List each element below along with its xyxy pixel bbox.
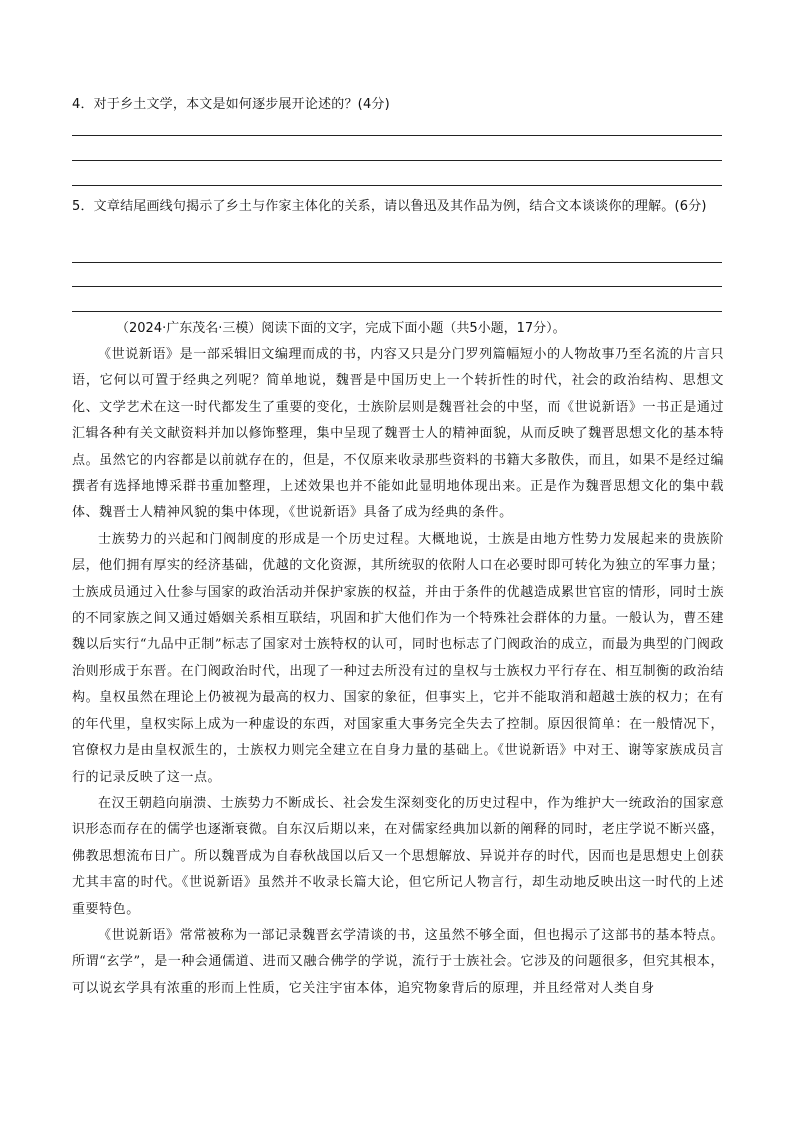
section-intro: （2024·广东茂名·三模）阅读下面的文字，完成下面小题（共5小题，17分）。 xyxy=(116,321,566,336)
reading-passage xyxy=(72,342,724,1002)
answer-line xyxy=(72,286,722,287)
answer-line xyxy=(72,262,722,263)
answer-line xyxy=(72,311,722,312)
answer-line xyxy=(72,135,722,136)
paragraph: 在汉王朝趋向崩溃、士族势力不断成长、社会发生深刻变化的历史过程中，作为维护大一统政治的国家意识形态而存在的儒学也逐渐衰微。自东汉后期以来，在对儒家经典加以新的阐释的同时，老庄学说不断兴盛，佛教思想流布日广。所以魏晋成为自春秋战国以后又一个思想解放、异说并存的时代，因而也是思想史上创获尤其丰富的时代。《世说新语》虽然并不收录长篇大论，但它所记人物言行，却生动地反映出这一时代的上述重要特色。 xyxy=(72,795,724,917)
paragraph: 《世说新语》是一部采辑旧文编理而成的书，内容又只是分门罗列篇幅短小的人物故事乃至名流的片言只语，它何以可置于经典之列呢？简单地说，魏晋是中国历史上一个转折性的时代，社会的政治结构、思想文化、文学艺术在这一时代都发生了重要的变化，士族阶层则是魏晋社会的中坚，而《世说新语》一书正是通过汇辑各种有关文献资料并加以修饰整理，集中呈现了魏晋士人的精神面貌，从而反映了魏晋思想文化的基本特点。虽然它的内容都是以前就存在的，但是，不仅原来收录那些资料的书籍大多散佚，而且，如果不是经过编撰者有选择地博采群书重加整理，上述效果也并不能如此显明地体现出来。正是作为魏晋思想文化的集中载体、魏晋士人精神风貌的集中体现，《世说新语》具备了成为经典的条件。 xyxy=(72,347,724,521)
question-4: 4．对于乡土文学，本文是如何逐步展开论述的？(4分) xyxy=(72,97,390,112)
answer-line xyxy=(72,160,722,161)
paragraph: 《世说新语》常常被称为一部记录魏晋玄学清谈的书，这虽然不够全面，但也揭示了这部书的基本特点。所谓“玄学”，是一种会通儒道、进而又融合佛学的学说，流行于士族社会。它涉及的问题很多，但究其根本，可以说玄学具有浓重的形而上性质，它关注宇宙本体，追究物象背后的原理，并且经常对人类自身 xyxy=(72,927,724,996)
question-5: 5．文章结尾画线句揭示了乡土与作家主体化的关系，请以鲁迅及其作品为例，结合文本谈谈你的理解。(6分) xyxy=(72,199,707,214)
answer-line xyxy=(72,185,722,186)
paragraph: 士族势力的兴起和门阀制度的形成是一个历史过程。大概地说，士族是由地方性势力发展起来的贵族阶层，他们拥有厚实的经济基础，优越的文化资源，其所统驭的依附人口在必要时即可转化为独立的军事力量；士族成员通过入仕参与国家的政治活动并保护家族的权益，并由于条件的优越造成累世官宦的情形，同时士族的不同家族之间又通过婚姻关系相互联结，巩固和扩大他们作为一个特殊社会群体的力量。一般认为，曹丕建魏以后实行“九品中正制”标志了国家对士族特权的认可，同时也标志了门阀政治的成立，而最为典型的门阀政治则形成于东晋。在门阀政治时代，出现了一种过去所没有过的皇权与士族权力平行存在、相互制衡的政治结构。皇权虽然在理论上仍被视为最高的权力、国家的象征，但事实上，它并不能取消和超越士族的权力；在有的年代里，皇权实际上成为一种虚设的东西，对国家重大事务完全失去了控制。原因很简单：在一般情况下，官僚权力是由皇权派生的，士族权力则完全建立在自身力量的基础上。《世说新语》中对王、谢等家族成员言行的记录反映了这一点。 xyxy=(72,531,724,785)
